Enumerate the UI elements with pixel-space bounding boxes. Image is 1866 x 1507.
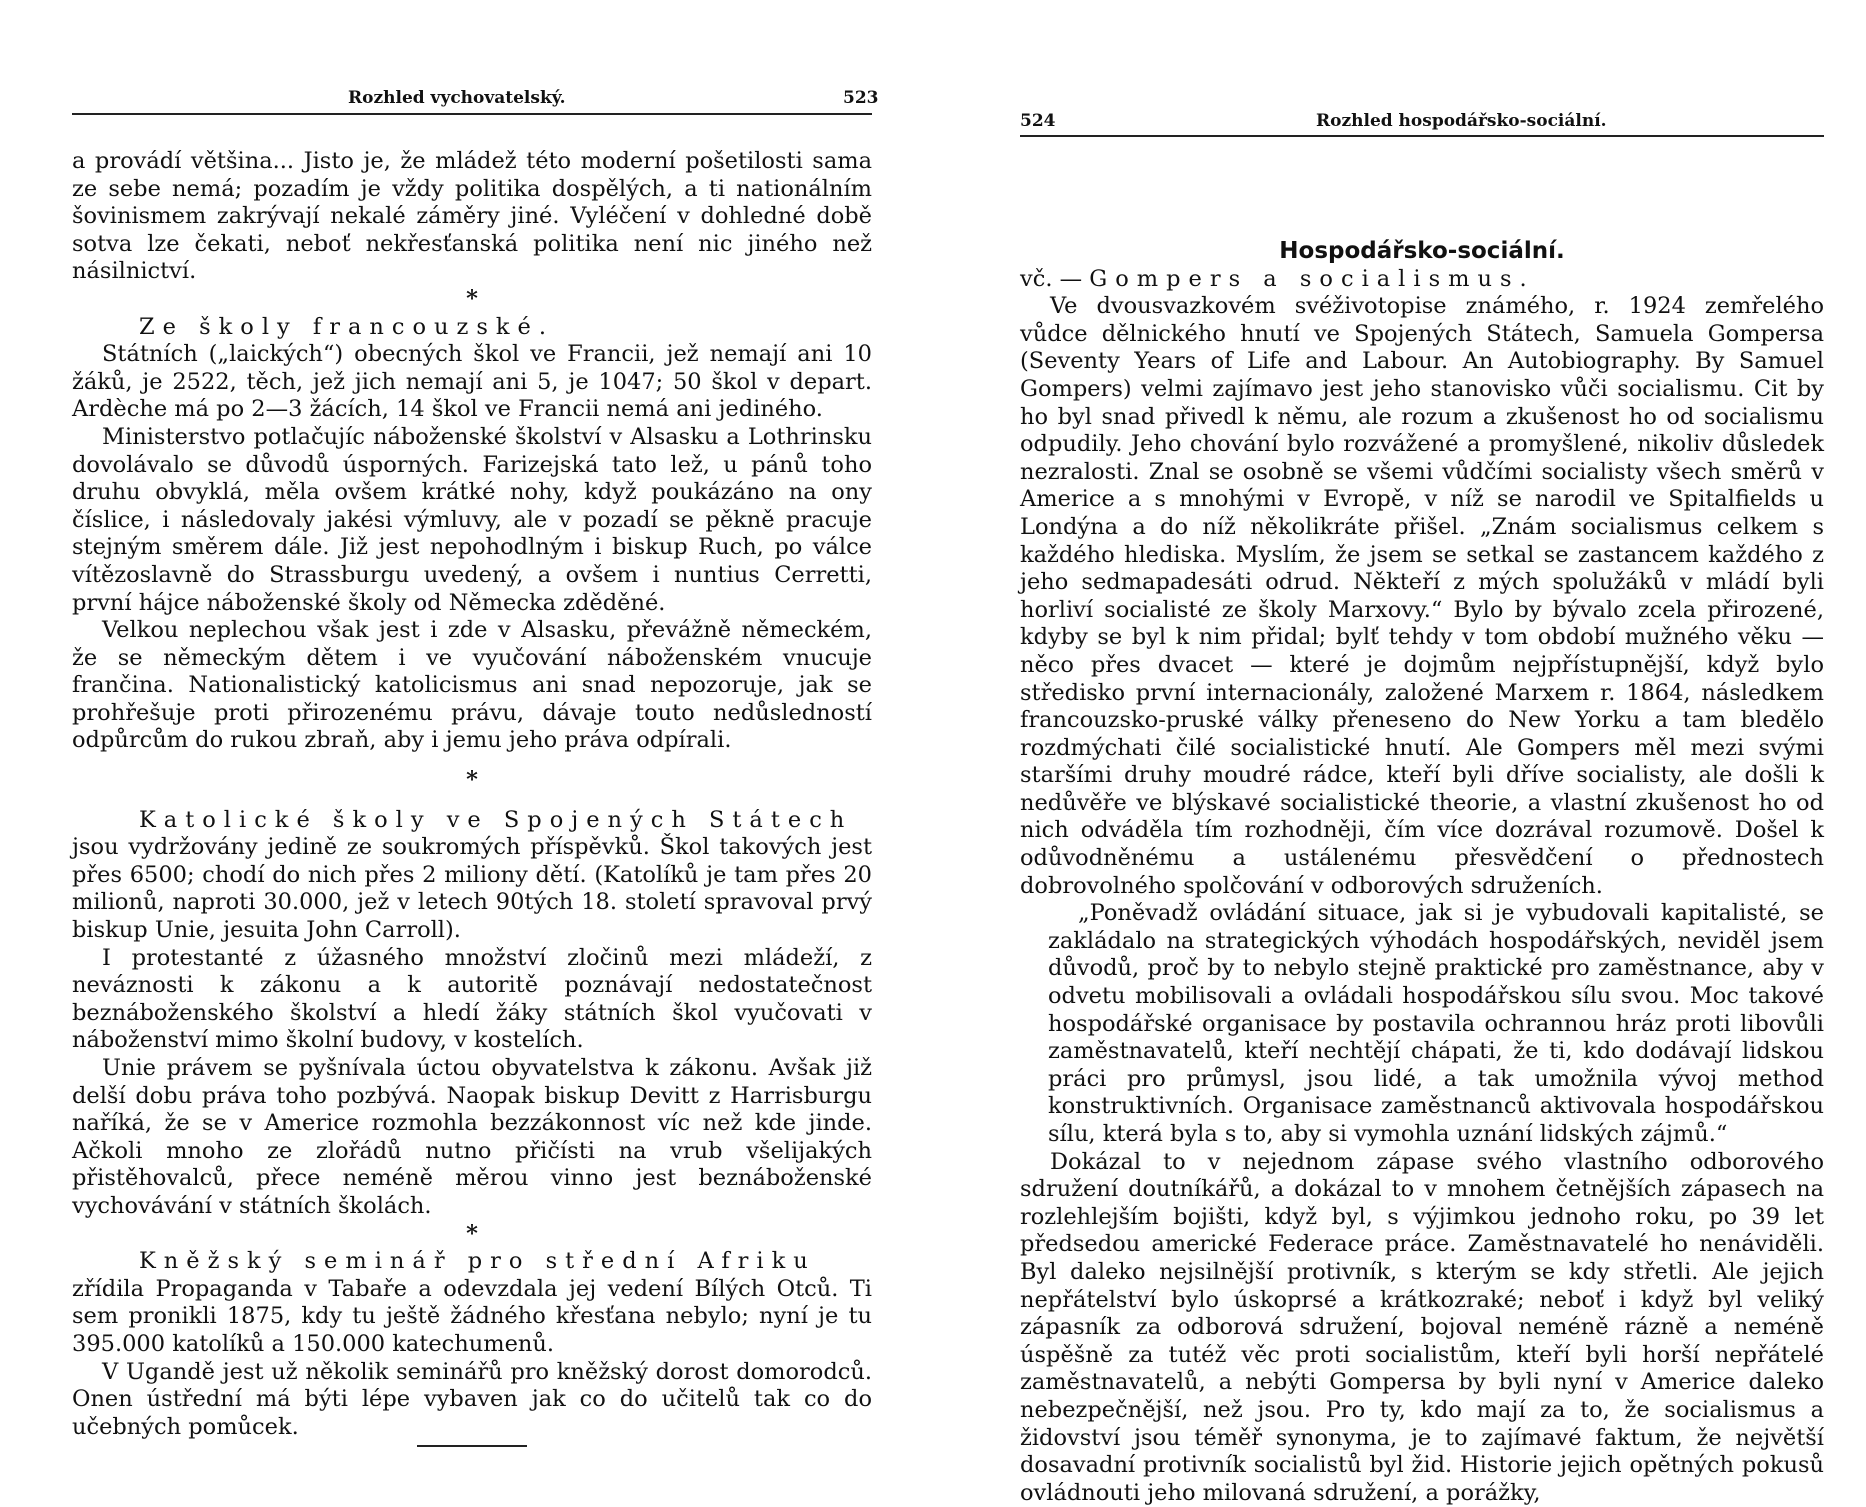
paragraph: zřídila Propaganda v Tabaře a odevzdala jej vedení Bílých Otců. Ti sem pronikli 1875, kdy tu ještě žádného křesťana nebylo; nyní je tu 395.000 katolíků a 150.000 katechumenů. — [72, 1275, 872, 1357]
paragraph: Dokázal to v nejednom zápase svého vlastního odborového sdružení doutníkářů, a dokázal to v mnohem četnějších zápasech na rozlehlejším bojišti, když byl, s výjimkou jednoho roku, po 39 let předsedou americké Federace práce. Zaměstnavatelé ho nenáviděli. Byl daleko nejsilnější protivník, s kterým se kdy střetli. Ale jejich nepřátelství bylo úskoprsé a krátkozraké; neboť i když byl veliký zápasník za odborová sdružení, bojoval neméně rázně a neméně úspěšně za tutéž věc proti socialistům, kteří byli horší nepřátelé zaměstnavatelů, a nebýti Gompersa by byli nyní v Americe daleko nebezpečnější, než jsou. Pro ty, kdo mají za to, že socialismus a židovství jsou téměř synonyma, je to zajímavé faktum, že největší dosavadní protivník socialistů byl žid. Historie jejich opětných pokusů ovládnouti jeho milovaná sdružení, a porážky, — [1020, 1148, 1824, 1506]
article-title: Gompers a socialismus. — [1089, 265, 1535, 292]
paragraph: I protestanté z úžasného množství zločinů mezi mládeží, z neváznosti k zákonu a k autoritě poznávají nedostatečnost beznáboženského školství a hledí žáky státních škol vyučovati v náboženství mimo školní budovy, v kostelích. — [72, 944, 872, 1054]
block-quote: „Poněvadž ovládání situace, jak si je vybudovali kapitalisté, se zakládalo na strategických výhodách hospodářských, neviděl jsem důvodů, proč by to nebylo stejně praktické pro zaměstnance, aby v odvetu mobilisovali a ovládali hospodářskou sílu svou. Moc takové hospodářské organisace by postavila ochrannou hráz proti libovůli zaměstnavatelů, kteří nechtějí chápati, že ti, kdo dodávají lidskou práci pro průmysl, jsou lidé, a tak umožnila vývoj method konstruktivních. Organisace zaměstnanců aktivovala hospodářskou sílu, která byla s to, aby si vymohla uznání lidských zájmů.“ — [1048, 900, 1824, 1147]
left-header-rule — [72, 113, 872, 115]
left-page — [0, 0, 933, 1501]
paragraph: jsou vydržovány jedině ze soukromých příspěvků. Škol takových jest přes 6500; chodí do nich přes 2 miliony dětí. (Katolíků je tam přes 20 milionů, naproti 30.000, jež v letech 90tých 18. století spravoval prvý biskup Unie, jesuita John Carroll). — [72, 834, 872, 944]
paragraph: Ve dvousvazkovém svéživotopise známého, r. 1924 zemřelého vůdce dělnického hnutí ve Spojených Státech, Samuela Gompersa (Seventy Years of Life and Labour. An Autobiography. By Samuel Gompers) velmi zajímavo jest jeho stanovisko vůči socialismu. Cit by ho byl snad přivedl k němu, ale rozum a zkušenost ho od socialismu odpudily. Jeho chování bylo rozvážené a promyšlené, nikoliv důsledek nezralosti. Znal se osobně se všemi vůdčími socialisty všech směrů v Americe a s mnohými v Evropě, v níž se narodil ve Spitalfields u Londýna a do níž několikráte přišel. „Znám socialismus celkem s každého hlediska. Myslím, že jsem se setkal se zastancem každého z jeho sedmapadesáti odrud. Někteří z mých spolužáků v mládí byli horliví socialisté ze školy Marxovy.“ Bylo by bývalo zcela přirozené, kdyby se byl k nim přidal; bylť tehdy v tom období mužného věku — něco přes dvacet — které je dojmům nejpřístupnější, když bylo středisko první internacionály, založené Marxem r. 1864, následkem francouzsko-pruské války přeneseno do New Yorku a tam bledělo rozdmýchati čilé socialistické hnutí. Ale Gompers měl mezi svými staršími druhy moudré rádce, kteří byli dříve socialisty, ale došli k nedůvěře ve blýskavé socialistické theorie, a vlastní zkušenost ho od nich odváděla tím rozhodněji, čím více dozrával rozumově. Došel k odůvodněnému a ustálenému přesvědčení o přednostech dobrovolného spolčování v odborových sdruženích. — [1020, 293, 1824, 899]
right-page-body — [1020, 238, 1824, 1507]
left-running-head: Rozhled vychovatelský. — [348, 88, 566, 108]
paragraph: Ministerstvo potlačujíc náboženské školství v Alsasku a Lothrinsku dovolávalo se důvodů úsporných. Farizejská tato lež, u pánů toho druhu obvyklá, měla ovšem krátké nohy, když poukázáno na ony číslice, i následovaly jakési výmluvy, ale v pozadí se pěkně pracuje stejným směrem dále. Již jest nepohodlným i biskup Ruch, po válce vítězoslavně do Strassburgu uvedený, a ovšem i nuntius Cerretti, první hájce náboženské školy od Německa zděděné. — [72, 423, 872, 616]
left-page-number: 523 — [843, 88, 879, 108]
section-separator: * — [466, 767, 478, 794]
section-separator: * — [466, 285, 478, 312]
right-header-rule — [1020, 135, 1824, 137]
end-rule — [417, 1445, 527, 1447]
section-heading-african-seminary: Kněžský seminář pro střední Afriku — [139, 1248, 816, 1275]
right-running-head: Rozhled hospodářsko-sociální. — [1316, 111, 1607, 131]
article-heading — [1020, 266, 1824, 294]
section-heading-french-schools: Ze školy francouzské. — [139, 313, 555, 340]
paragraph: Státních („laických“) obecných škol ve Francii, jež nemají ani 10 žáků, je 2522, těch, jež jich nemají ani 5, je 1047; 50 škol v depart. Ardèche má po 2—3 žácích, 14 škol ve Francii nemá ani jediného. — [72, 341, 872, 423]
left-page-body — [72, 148, 872, 1447]
paragraph: Velkou neplechou však jest i zde v Alsasku, převážně německém, že se německým dětem i ve vyučování náboženském vnucuje frančina. Nationalistický katolicismus ani snad nepozoruje, jak se prohřešuje proti přirozenému právu, dávaje touto nedůsledností odpůrcům do rukou zbraň, aby i jemu jeho práva odpírali. — [72, 617, 872, 754]
right-page-number: 524 — [1020, 111, 1056, 131]
section-heading-us-catholic-schools: Katolické školy ve Spojených Státech — [139, 806, 853, 833]
section-title-economic-social: Hospodářsko-sociální. — [1279, 238, 1565, 264]
section-separator: * — [466, 1220, 478, 1247]
right-page — [933, 0, 1866, 1506]
paragraph: V Ugandě jest už několik seminářů pro kněžský dorost domorodců. Onen ústřední má býti lépe vybaven jak co do učitelů tak co do učebných pomůcek. — [72, 1358, 872, 1440]
left-opening-paragraph: a provádí většina... Jisto je, že mládež této moderní pošetilosti sama ze sebe nemá; pozadím je vždy politika dospělých, a ti nationálním šovinismem zakrývají nekalé záměry jiné. Vyléčení v dohledné době sotva lze čekati, neboť nekřesťanská politika není nic jiného než násilnictví. — [72, 148, 872, 285]
paragraph: Unie právem se pyšnívala úctou obyvatelstva k zákonu. Avšak již delší dobu práva toho pozbývá. Naopak biskup Devitt z Harrisburgu naříká, že se v Americe rozmohla bezzákonnost víc než kde jinde. Ačkoli mnoho ze zlořádů nutno přičísti na vrub všelijakých přistěhovalců, přece neméně měrou vinno jest beznáboženské vychovávání v státních školách. — [72, 1055, 872, 1219]
article-author: vč. — — [1020, 265, 1083, 292]
